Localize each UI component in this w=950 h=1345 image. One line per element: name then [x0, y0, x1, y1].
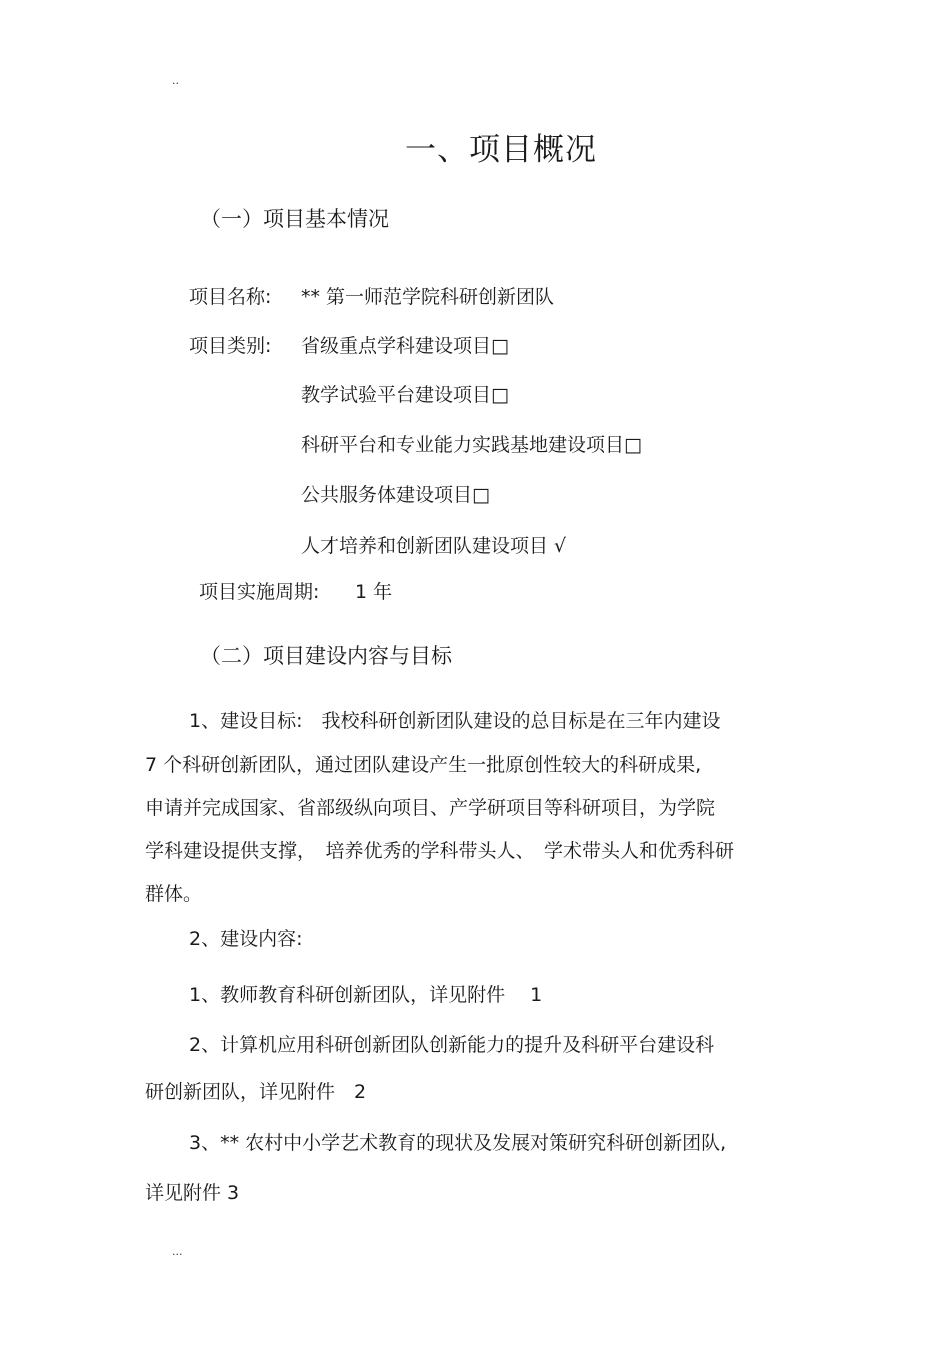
content-item: 3、** 农村中小学艺术教育的现状及发展对策研究科研创新团队,: [189, 1132, 727, 1154]
header-mark: ..: [172, 74, 179, 87]
category-item: 公共服务体建设项目□: [301, 484, 490, 506]
section2-heading: （二）项目建设内容与目标: [200, 644, 452, 668]
project-category-label: 项目类别:: [189, 335, 272, 357]
content-item: 详见附件 3: [145, 1182, 240, 1204]
page-title: 一、项目概况: [405, 132, 597, 168]
content-item: 2、计算机应用科研创新团队创新能力的提升及科研平台建设科: [189, 1034, 715, 1056]
goal-line: 群体。: [145, 883, 203, 905]
project-name-label: 项目名称:: [189, 286, 272, 308]
project-period-value: 1 年: [355, 581, 393, 603]
project-name-value: ** 第一师范学院科研创新团队: [301, 286, 555, 308]
goal-line: 1、建设目标: 我校科研创新团队建设的总目标是在三年内建设: [189, 710, 721, 732]
goal-line: 学科建设提供支撑， 培养优秀的学科带头人、 学术带头人和优秀科研: [145, 840, 735, 862]
category-item: 科研平台和专业能力实践基地建设项目□: [301, 434, 642, 456]
project-period-label: 项目实施周期:: [199, 581, 320, 603]
goal-line: 7 个科研创新团队，通过团队建设产生一批原创性较大的科研成果,: [145, 754, 702, 776]
content-heading: 2、建设内容:: [189, 928, 303, 950]
category-item: 教学试验平台建设项目□: [301, 384, 509, 406]
goal-line: 申请并完成国家、省部级纵向项目、产学研项目等科研项目，为学院: [145, 797, 716, 819]
category-item: 省级重点学科建设项目□: [301, 335, 509, 357]
category-item: 人才培养和创新团队建设项目 √: [301, 535, 567, 557]
section1-heading: （一）项目基本情况: [200, 207, 389, 231]
content-item: 1、教师教育科研创新团队，详见附件 1: [189, 984, 543, 1006]
footer-mark: ...: [172, 1245, 183, 1258]
content-item: 研创新团队，详见附件 2: [145, 1081, 367, 1103]
